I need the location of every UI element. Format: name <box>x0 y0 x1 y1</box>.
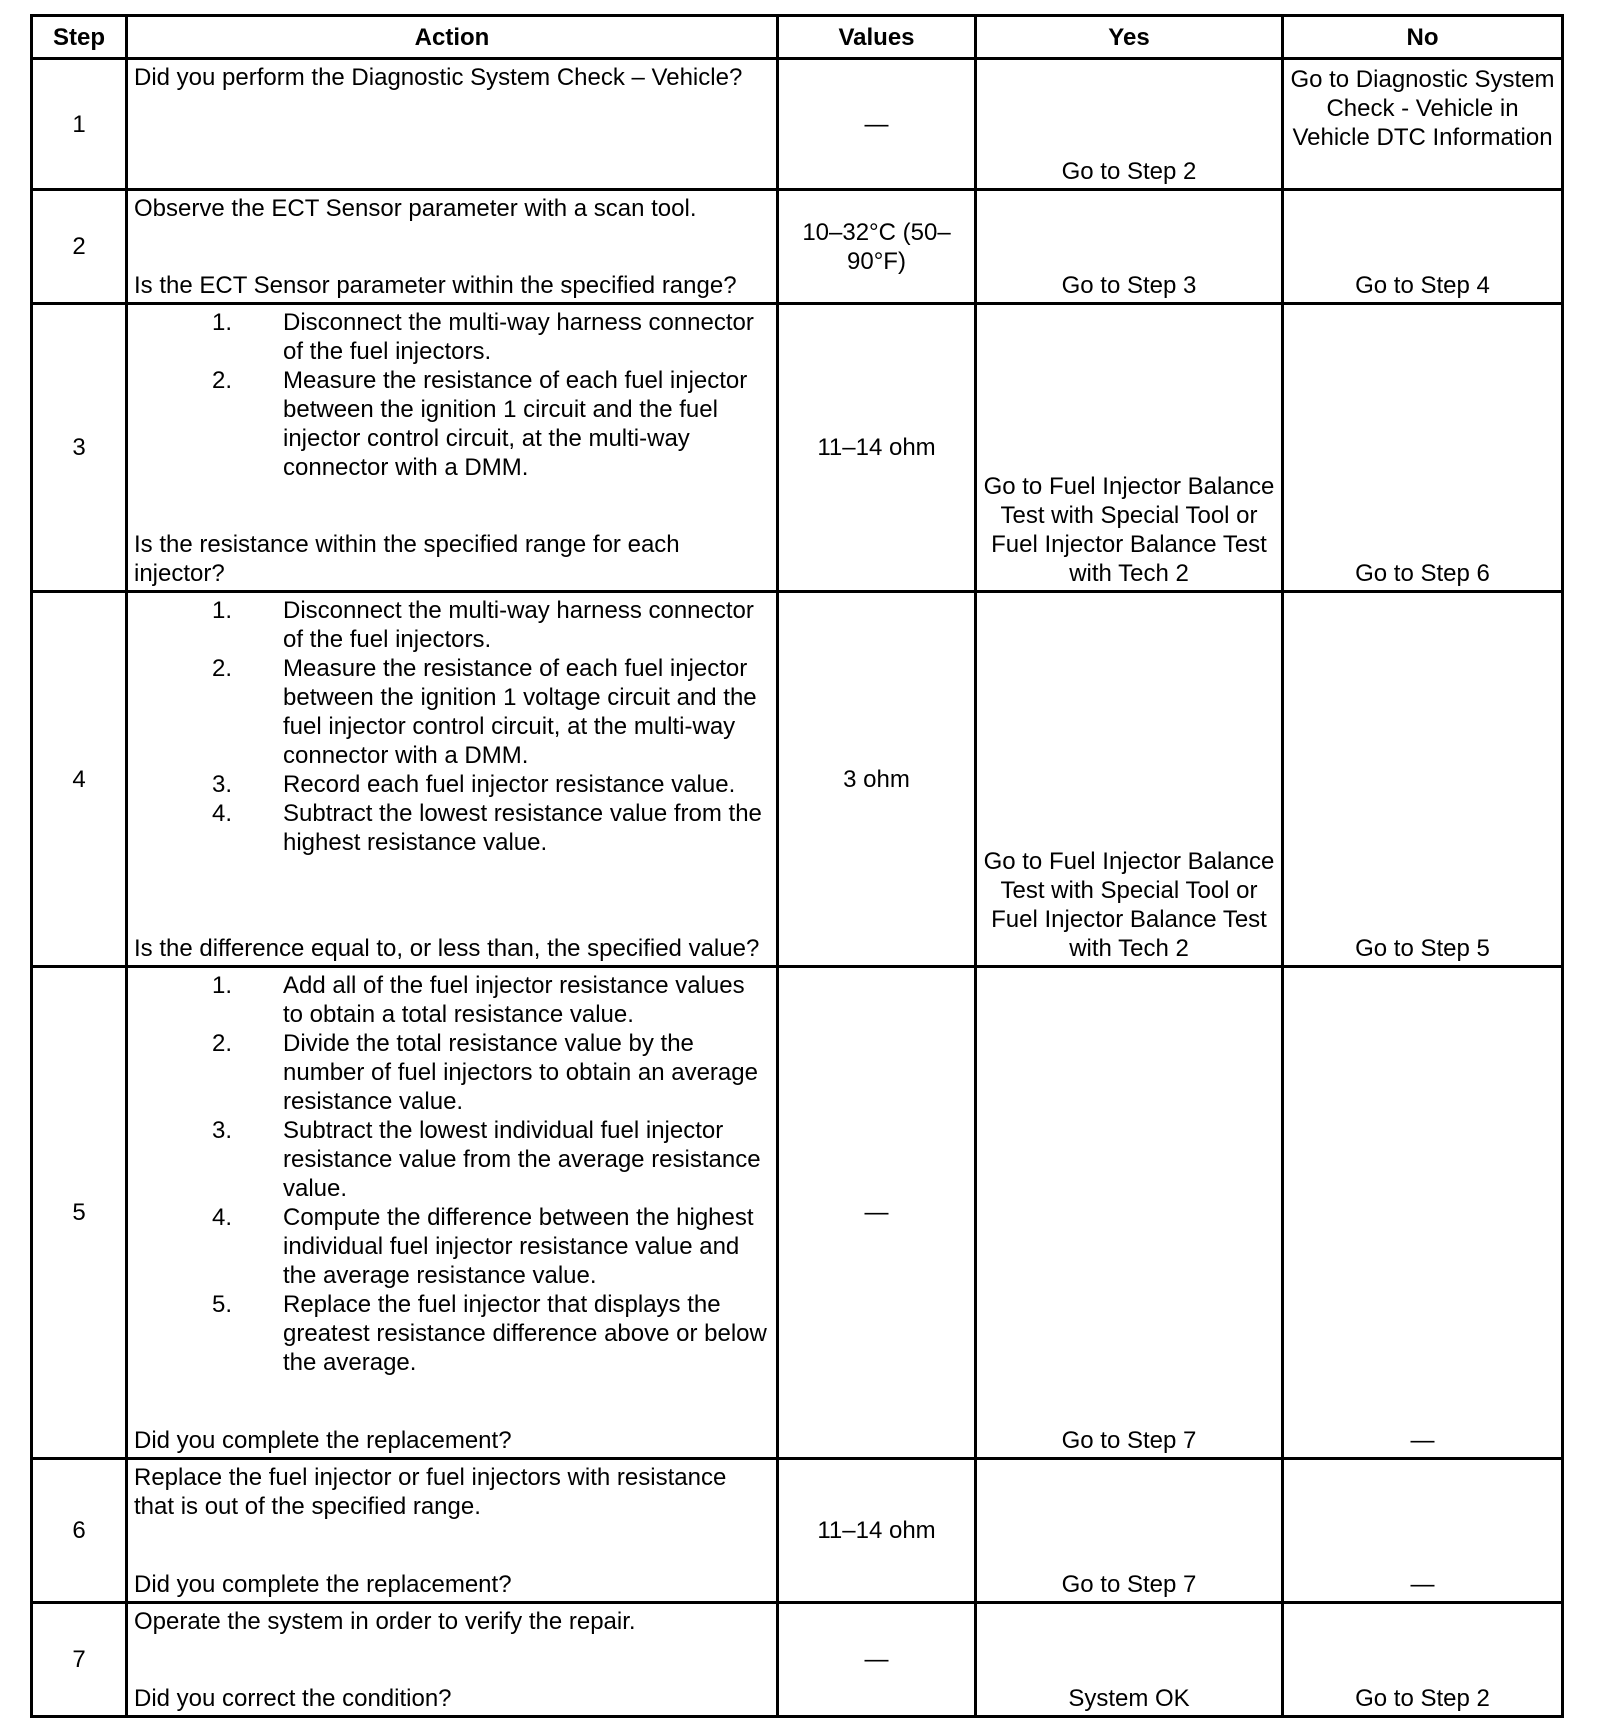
list-item: 3. Subtract the lowest individual fuel injector resistance value from the average resistance value. <box>211 1117 761 1202</box>
step-number: 3 <box>32 304 127 592</box>
list-item: 2. Measure the resistance of each fuel injector between the ignition 1 circuit and the fuel injector control circuit, at the multi-way connector with a DMM. <box>211 367 748 481</box>
diagnostic-table <box>30 14 1564 1718</box>
yes-cell: Go to Fuel Injector Balance Test with Special Tool or Fuel Injector Balance Test with Tech 2 <box>976 304 1283 592</box>
table-row <box>32 967 1563 1459</box>
list-item: 4. Compute the difference between the highest individual fuel injector resistance value and the average resistance value. <box>211 1204 754 1289</box>
action-cell <box>127 190 778 304</box>
action-text: Observe the ECT Sensor parameter with a scan tool. <box>134 195 697 222</box>
step-number: 5 <box>32 967 127 1459</box>
value-cell: 10–32°C (50–90°F) <box>778 190 976 304</box>
step-number: 2 <box>32 190 127 304</box>
header-row <box>32 16 1563 59</box>
action-cell <box>127 967 778 1459</box>
no-cell: — <box>1283 967 1563 1459</box>
action-question: Did you complete the replacement? <box>134 1571 512 1598</box>
list-item: 1. Add all of the fuel injector resistance values to obtain a total resistance value. <box>211 972 745 1028</box>
action-text: Did you perform the Diagnostic System Check – Vehicle? <box>134 64 743 91</box>
yes-cell: Go to Step 7 <box>976 967 1283 1459</box>
list-item: 1. Disconnect the multi-way harness connector of the fuel injectors. <box>211 309 754 365</box>
action-question: Is the resistance within the specified range for each injector? <box>134 531 680 587</box>
list-item: 5. Replace the fuel injector that displays the greatest resistance difference above or below the average. <box>211 1291 767 1376</box>
yes-cell: Go to Step 2 <box>976 59 1283 190</box>
value-cell: 11–14 ohm <box>778 1459 976 1603</box>
list-item: 1. Disconnect the multi-way harness connector of the fuel injectors. <box>211 597 754 653</box>
table-row <box>32 304 1563 592</box>
step-number: 6 <box>32 1459 127 1603</box>
action-cell <box>127 59 778 190</box>
no-cell: Go to Step 2 <box>1283 1603 1563 1717</box>
no-cell: Go to Step 4 <box>1283 190 1563 304</box>
action-cell <box>127 1459 778 1603</box>
list-item: 4. Subtract the lowest resistance value from the highest resistance value. <box>211 800 762 856</box>
yes-cell: System OK <box>976 1603 1283 1717</box>
no-cell: Go to Step 5 <box>1283 592 1563 967</box>
no-cell: Go to Diagnostic System Check - Vehicle in Vehicle DTC Information <box>1283 59 1563 190</box>
table-row <box>32 1603 1563 1717</box>
value-cell: 11–14 ohm <box>778 304 976 592</box>
no-cell: — <box>1283 1459 1563 1603</box>
action-question: Did you correct the condition? <box>134 1685 452 1712</box>
action-steps <box>134 308 768 482</box>
table-row <box>32 190 1563 304</box>
header-no: No <box>1283 16 1563 59</box>
yes-cell: Go to Fuel Injector Balance Test with Special Tool or Fuel Injector Balance Test with Tech 2 <box>976 592 1283 967</box>
no-cell: Go to Step 6 <box>1283 304 1563 592</box>
list-item: 2. Divide the total resistance value by the number of fuel injectors to obtain an average resistance value. <box>211 1030 758 1115</box>
list-item: 3. Record each fuel injector resistance value. <box>211 771 736 798</box>
action-steps <box>134 596 768 857</box>
yes-cell: Go to Step 7 <box>976 1459 1283 1603</box>
value-cell: — <box>778 1603 976 1717</box>
step-number: 7 <box>32 1603 127 1717</box>
yes-cell: Go to Step 3 <box>976 190 1283 304</box>
table-row <box>32 592 1563 967</box>
action-cell <box>127 1603 778 1717</box>
action-cell <box>127 592 778 967</box>
header-action: Action <box>127 16 778 59</box>
value-cell: 3 ohm <box>778 592 976 967</box>
action-question: Is the ECT Sensor parameter within the specified range? <box>134 272 737 299</box>
table-row <box>32 59 1563 190</box>
action-question: Did you complete the replacement? <box>134 1427 512 1454</box>
header-step: Step <box>32 16 127 59</box>
value-cell: — <box>778 59 976 190</box>
action-text: Replace the fuel injector or fuel injectors with resistance that is out of the specified range. <box>134 1464 727 1520</box>
action-cell <box>127 304 778 592</box>
action-steps <box>134 971 768 1377</box>
table-row <box>32 1459 1563 1603</box>
step-number: 4 <box>32 592 127 967</box>
action-question: Is the difference equal to, or less than, the specified value? <box>134 935 760 962</box>
action-text: Operate the system in order to verify the repair. <box>134 1608 636 1635</box>
list-item: 2. Measure the resistance of each fuel injector between the ignition 1 voltage circuit and the fuel injector control circuit, at the multi-way connector with a DMM. <box>211 655 757 769</box>
value-cell: — <box>778 967 976 1459</box>
header-values: Values <box>778 16 976 59</box>
step-number: 1 <box>32 59 127 190</box>
header-yes: Yes <box>976 16 1283 59</box>
